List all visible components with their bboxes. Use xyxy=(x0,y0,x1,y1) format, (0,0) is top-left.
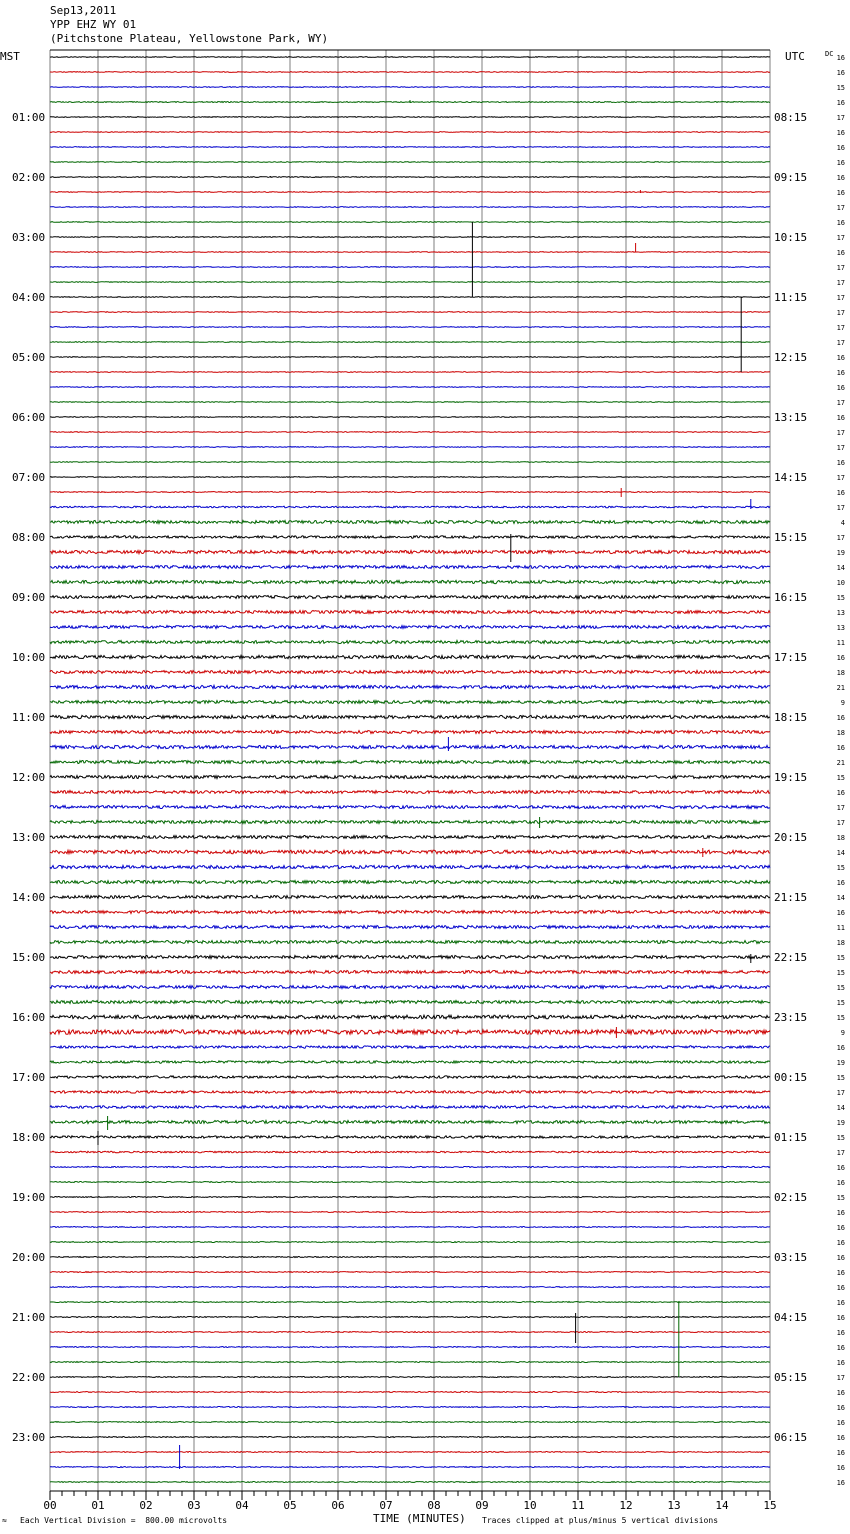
dc-offset-value: 17 xyxy=(836,294,845,302)
trace-line-67 xyxy=(50,1061,770,1063)
mst-hour-label: 17:00 xyxy=(12,1071,46,1084)
right-timezone-label: UTC xyxy=(785,50,805,63)
x-tick-label: 15 xyxy=(763,1499,777,1512)
trace-line-23 xyxy=(50,402,770,403)
utc-hour-label: 15:15 xyxy=(774,531,808,544)
trace-line-68 xyxy=(50,1076,770,1078)
dc-offset-value: 16 xyxy=(836,129,845,137)
dc-offset-value: 17 xyxy=(836,279,845,287)
dc-offset-value: 19 xyxy=(836,1119,845,1127)
dc-offset-value: 14 xyxy=(836,1104,845,1112)
dc-offset-value: 16 xyxy=(836,1299,845,1307)
trace-line-47 xyxy=(50,761,770,764)
trace-line-40 xyxy=(50,655,770,658)
trace-line-12 xyxy=(50,237,770,238)
dc-offset-value: 17 xyxy=(836,234,845,242)
dc-offset-value: 13 xyxy=(836,624,845,632)
trace-line-6 xyxy=(50,147,770,148)
dc-offset-value: 17 xyxy=(836,429,845,437)
dc-offset-value: 13 xyxy=(836,609,845,617)
x-tick-label: 06 xyxy=(331,1499,345,1512)
dc-offset-value: 16 xyxy=(836,1224,845,1232)
dc-offset-value: 16 xyxy=(836,1269,845,1277)
trace-line-35 xyxy=(50,580,770,583)
trace-line-66 xyxy=(50,1046,770,1048)
vertical-division-note: Each Vertical Division = 800.00 microvolts xyxy=(20,1516,228,1525)
trace-line-17 xyxy=(50,312,770,313)
trace-line-14 xyxy=(50,267,770,268)
x-axis-title: TIME (MINUTES) xyxy=(373,1512,466,1525)
trace-line-82 xyxy=(50,1287,770,1288)
trace-line-26 xyxy=(50,447,770,448)
trace-line-37 xyxy=(50,611,770,614)
mst-hour-label: 15:00 xyxy=(12,951,46,964)
dc-offset-value: 16 xyxy=(836,1314,845,1322)
dc-offset-value: 16 xyxy=(836,1359,845,1367)
utc-hour-label: 19:15 xyxy=(774,771,808,784)
trace-line-39 xyxy=(50,641,770,644)
mst-hour-label: 12:00 xyxy=(12,771,46,784)
dc-offset-value: 16 xyxy=(836,714,845,722)
dc-offset-value: 19 xyxy=(836,1059,845,1067)
dc-offset-value: 21 xyxy=(836,759,845,767)
mst-hour-label: 11:00 xyxy=(12,711,46,724)
trace-line-91 xyxy=(50,1422,770,1423)
x-tick-label: 10 xyxy=(523,1499,537,1512)
dc-offset-value: 17 xyxy=(836,264,845,272)
dc-offset-value: 21 xyxy=(836,684,845,692)
utc-hour-label: 09:15 xyxy=(774,171,808,184)
trace-line-59 xyxy=(50,941,770,944)
dc-offset-value: 16 xyxy=(836,1164,845,1172)
trace-line-19 xyxy=(50,342,770,343)
trace-line-87 xyxy=(50,1362,770,1363)
dc-offset-value: 16 xyxy=(836,1284,845,1292)
station-code: YPP EHZ WY 01 xyxy=(50,18,137,31)
utc-hour-label: 20:15 xyxy=(774,831,808,844)
trace-line-51 xyxy=(50,821,770,824)
dc-offset-value: 15 xyxy=(836,999,845,1007)
dc-offset-value: 16 xyxy=(836,414,845,422)
dc-offset-value: 17 xyxy=(836,309,845,317)
record-date: Sep13,2011 xyxy=(50,4,117,17)
x-tick-label: 05 xyxy=(283,1499,297,1512)
dc-offset-value: 17 xyxy=(836,504,845,512)
trace-line-93 xyxy=(50,1452,770,1453)
x-tick-label: 09 xyxy=(475,1499,489,1512)
utc-hour-label: 05:15 xyxy=(774,1371,808,1384)
trace-line-41 xyxy=(50,671,770,674)
dc-offset-value: 17 xyxy=(836,114,845,122)
dc-offset-value: 19 xyxy=(836,549,845,557)
trace-line-22 xyxy=(50,387,770,388)
mst-hour-label: 19:00 xyxy=(12,1191,46,1204)
dc-offset-value: 16 xyxy=(836,744,845,752)
dc-offset-value: 16 xyxy=(836,354,845,362)
dc-offset-value: 17 xyxy=(836,444,845,452)
dc-offset-value: 18 xyxy=(836,939,845,947)
x-tick-label: 14 xyxy=(715,1499,729,1512)
mst-hour-label: 03:00 xyxy=(12,231,46,244)
utc-hour-label: 22:15 xyxy=(774,951,808,964)
utc-hour-label: 16:15 xyxy=(774,591,808,604)
dc-offset-value: 17 xyxy=(836,204,845,212)
dc-offset-value: 15 xyxy=(836,864,845,872)
trace-line-58 xyxy=(50,926,770,929)
trace-line-9 xyxy=(50,192,770,193)
trace-line-2 xyxy=(50,87,770,88)
dc-offset-value: 15 xyxy=(836,954,845,962)
dc-offset-value: 16 xyxy=(836,459,845,467)
dc-offset-value: 17 xyxy=(836,804,845,812)
trace-line-13 xyxy=(50,252,770,253)
utc-hour-label: 23:15 xyxy=(774,1011,808,1024)
trace-line-31 xyxy=(50,521,770,524)
trace-line-54 xyxy=(50,865,770,868)
trace-line-65 xyxy=(50,1030,770,1034)
trace-line-74 xyxy=(50,1166,770,1167)
dc-offset-value: 16 xyxy=(836,249,845,257)
dc-offset-value: 17 xyxy=(836,399,845,407)
trace-line-60 xyxy=(50,956,770,959)
dc-offset-value: 16 xyxy=(836,1389,845,1397)
x-tick-label: 03 xyxy=(187,1499,201,1512)
trace-line-28 xyxy=(50,477,770,478)
trace-line-46 xyxy=(50,745,770,748)
trace-line-79 xyxy=(50,1242,770,1243)
utc-hour-label: 17:15 xyxy=(774,651,808,664)
dc-offset-value: 16 xyxy=(836,174,845,182)
trace-line-61 xyxy=(50,971,770,974)
mst-hour-label: 13:00 xyxy=(12,831,46,844)
trace-line-94 xyxy=(50,1467,770,1468)
dc-offset-value: 16 xyxy=(836,1479,845,1487)
trace-line-45 xyxy=(50,731,770,734)
utc-hour-label: 03:15 xyxy=(774,1251,808,1264)
dc-offset-value: 16 xyxy=(836,654,845,662)
utc-hour-label: 04:15 xyxy=(774,1311,808,1324)
mst-hour-label: 09:00 xyxy=(12,591,46,604)
dc-offset-value: 16 xyxy=(836,879,845,887)
trace-line-83 xyxy=(50,1302,770,1303)
dc-offset-value: 16 xyxy=(836,54,845,62)
x-tick-label: 08 xyxy=(427,1499,441,1512)
dc-offset-value: 15 xyxy=(836,1014,845,1022)
dc-offset-value: 11 xyxy=(836,924,845,932)
dc-offset-value: 16 xyxy=(836,1464,845,1472)
utc-hour-label: 06:15 xyxy=(774,1431,808,1444)
trace-line-70 xyxy=(50,1106,770,1109)
trace-line-15 xyxy=(50,282,770,283)
trace-line-76 xyxy=(50,1197,770,1198)
dc-offset-value: 16 xyxy=(836,1419,845,1427)
dc-offset-value: 15 xyxy=(836,984,845,992)
trace-line-49 xyxy=(50,791,770,794)
trace-line-0 xyxy=(50,57,770,58)
trace-line-7 xyxy=(50,162,770,163)
trace-line-69 xyxy=(50,1091,770,1093)
trace-line-43 xyxy=(50,701,770,704)
utc-hour-label: 18:15 xyxy=(774,711,808,724)
dc-offset-value: 16 xyxy=(836,1404,845,1412)
dc-offset-value: 16 xyxy=(836,1179,845,1187)
clipping-note: Traces clipped at plus/minus 5 vertical divisions xyxy=(482,1516,719,1525)
utc-hour-label: 11:15 xyxy=(774,291,808,304)
trace-line-80 xyxy=(50,1257,770,1258)
x-tick-label: 13 xyxy=(667,1499,681,1512)
left-timezone-label: MST xyxy=(0,50,20,63)
mst-hour-label: 07:00 xyxy=(12,471,46,484)
dc-offset-value: 9 xyxy=(840,1029,845,1037)
trace-line-33 xyxy=(50,550,770,553)
trace-line-64 xyxy=(50,1015,770,1019)
utc-hour-label: 08:15 xyxy=(774,111,808,124)
x-tick-label: 00 xyxy=(43,1499,57,1512)
dc-offset-value: 15 xyxy=(836,1074,845,1082)
trace-line-86 xyxy=(50,1347,770,1348)
x-tick-label: 07 xyxy=(379,1499,393,1512)
trace-line-62 xyxy=(50,986,770,989)
dc-offset-value: 16 xyxy=(836,1434,845,1442)
mst-hour-label: 08:00 xyxy=(12,531,46,544)
trace-line-5 xyxy=(50,132,770,133)
utc-hour-label: 14:15 xyxy=(774,471,808,484)
mst-hour-label: 23:00 xyxy=(12,1431,46,1444)
trace-line-44 xyxy=(50,715,770,718)
trace-line-85 xyxy=(50,1332,770,1333)
trace-line-8 xyxy=(50,177,770,178)
dc-offset-value: 16 xyxy=(836,159,845,167)
dc-offset-value: 14 xyxy=(836,894,845,902)
dc-offset-value: 9 xyxy=(840,699,845,707)
dc-offset-value: 16 xyxy=(836,144,845,152)
x-tick-label: 04 xyxy=(235,1499,249,1512)
mst-hour-label: 18:00 xyxy=(12,1131,46,1144)
trace-line-50 xyxy=(50,806,770,809)
trace-line-20 xyxy=(50,357,770,358)
trace-line-16 xyxy=(50,297,770,298)
trace-line-77 xyxy=(50,1212,770,1213)
dc-offset-value: 14 xyxy=(836,849,845,857)
dc-offset-value: 17 xyxy=(836,1149,845,1157)
dc-offset-value: 16 xyxy=(836,384,845,392)
scale-mark: ≈ xyxy=(2,1516,7,1525)
dc-offset-value: 18 xyxy=(836,729,845,737)
dc-offset-value: 17 xyxy=(836,819,845,827)
mst-hour-label: 05:00 xyxy=(12,351,46,364)
mst-hour-label: 21:00 xyxy=(12,1311,46,1324)
mst-hour-label: 16:00 xyxy=(12,1011,46,1024)
trace-line-32 xyxy=(50,536,770,538)
dc-offset-value: 15 xyxy=(836,774,845,782)
dc-offset-value: 17 xyxy=(836,534,845,542)
dc-offset-value: 17 xyxy=(836,1089,845,1097)
trace-line-11 xyxy=(50,222,770,223)
trace-line-48 xyxy=(50,776,770,779)
trace-line-57 xyxy=(50,911,770,914)
trace-line-95 xyxy=(50,1482,770,1483)
trace-line-25 xyxy=(50,432,770,433)
utc-hour-label: 02:15 xyxy=(774,1191,808,1204)
trace-line-84 xyxy=(50,1317,770,1318)
dc-offset-value: 17 xyxy=(836,339,845,347)
trace-line-92 xyxy=(50,1437,770,1438)
trace-line-29 xyxy=(50,492,770,493)
trace-line-56 xyxy=(50,896,770,899)
trace-line-42 xyxy=(50,685,770,688)
mst-hour-label: 20:00 xyxy=(12,1251,46,1264)
mst-hour-label: 22:00 xyxy=(12,1371,46,1384)
dc-offset-value: 16 xyxy=(836,1329,845,1337)
dc-offset-value: 15 xyxy=(836,1194,845,1202)
trace-line-34 xyxy=(50,566,770,569)
dc-offset-value: 18 xyxy=(836,834,845,842)
mst-hour-label: 04:00 xyxy=(12,291,46,304)
trace-line-81 xyxy=(50,1272,770,1273)
utc-hour-label: 12:15 xyxy=(774,351,808,364)
x-tick-label: 11 xyxy=(571,1499,585,1512)
trace-line-52 xyxy=(50,836,770,839)
dc-offset-value: 18 xyxy=(836,669,845,677)
dc-offset-value: 16 xyxy=(836,1239,845,1247)
trace-line-27 xyxy=(50,462,770,463)
trace-line-89 xyxy=(50,1392,770,1393)
dc-offset-value: 11 xyxy=(836,639,845,647)
mst-hour-label: 01:00 xyxy=(12,111,46,124)
dc-offset-value: 17 xyxy=(836,1374,845,1382)
x-tick-label: 12 xyxy=(619,1499,633,1512)
trace-line-75 xyxy=(50,1182,770,1183)
dc-offset-value: 16 xyxy=(836,1209,845,1217)
dc-offset-value: 15 xyxy=(836,969,845,977)
dc-offset-header: DC xyxy=(825,50,834,58)
mst-hour-label: 06:00 xyxy=(12,411,46,424)
dc-offset-value: 15 xyxy=(836,594,845,602)
utc-hour-label: 13:15 xyxy=(774,411,808,424)
trace-line-38 xyxy=(50,626,770,629)
trace-line-24 xyxy=(50,417,770,418)
dc-offset-value: 16 xyxy=(836,1254,845,1262)
trace-line-1 xyxy=(50,72,770,73)
dc-offset-value: 16 xyxy=(836,1344,845,1352)
station-location: (Pitchstone Plateau, Yellowstone Park, WY) xyxy=(50,32,329,45)
trace-line-55 xyxy=(50,881,770,884)
trace-line-63 xyxy=(50,1001,770,1004)
dc-offset-value: 16 xyxy=(836,219,845,227)
dc-offset-value: 16 xyxy=(836,369,845,377)
utc-hour-label: 10:15 xyxy=(774,231,808,244)
dc-offset-value: 16 xyxy=(836,1449,845,1457)
utc-hour-label: 00:15 xyxy=(774,1071,808,1084)
utc-hour-label: 01:15 xyxy=(774,1131,808,1144)
dc-offset-value: 17 xyxy=(836,474,845,482)
trace-line-72 xyxy=(50,1136,770,1138)
trace-line-78 xyxy=(50,1227,770,1228)
dc-offset-value: 16 xyxy=(836,99,845,107)
trace-line-90 xyxy=(50,1407,770,1408)
dc-offset-value: 16 xyxy=(836,909,845,917)
dc-offset-value: 16 xyxy=(836,69,845,77)
x-tick-label: 02 xyxy=(139,1499,153,1512)
x-tick-label: 01 xyxy=(91,1499,105,1512)
mst-hour-label: 14:00 xyxy=(12,891,46,904)
utc-hour-label: 21:15 xyxy=(774,891,808,904)
trace-line-36 xyxy=(50,596,770,599)
trace-line-18 xyxy=(50,327,770,328)
trace-line-71 xyxy=(50,1121,770,1124)
trace-line-10 xyxy=(50,207,770,208)
trace-line-21 xyxy=(50,372,770,373)
dc-offset-value: 15 xyxy=(836,84,845,92)
dc-offset-value: 4 xyxy=(840,519,845,527)
dc-offset-value: 16 xyxy=(836,189,845,197)
trace-line-30 xyxy=(50,506,770,508)
mst-hour-label: 10:00 xyxy=(12,651,46,664)
dc-offset-value: 17 xyxy=(836,324,845,332)
dc-offset-value: 14 xyxy=(836,564,845,572)
dc-offset-value: 16 xyxy=(836,489,845,497)
dc-offset-value: 15 xyxy=(836,1134,845,1142)
trace-line-53 xyxy=(50,850,770,854)
mst-hour-label: 02:00 xyxy=(12,171,46,184)
dc-offset-value: 10 xyxy=(836,579,845,587)
trace-line-4 xyxy=(50,117,770,118)
trace-line-88 xyxy=(50,1377,770,1378)
trace-line-73 xyxy=(50,1151,770,1153)
dc-offset-value: 16 xyxy=(836,1044,845,1052)
dc-offset-value: 16 xyxy=(836,789,845,797)
